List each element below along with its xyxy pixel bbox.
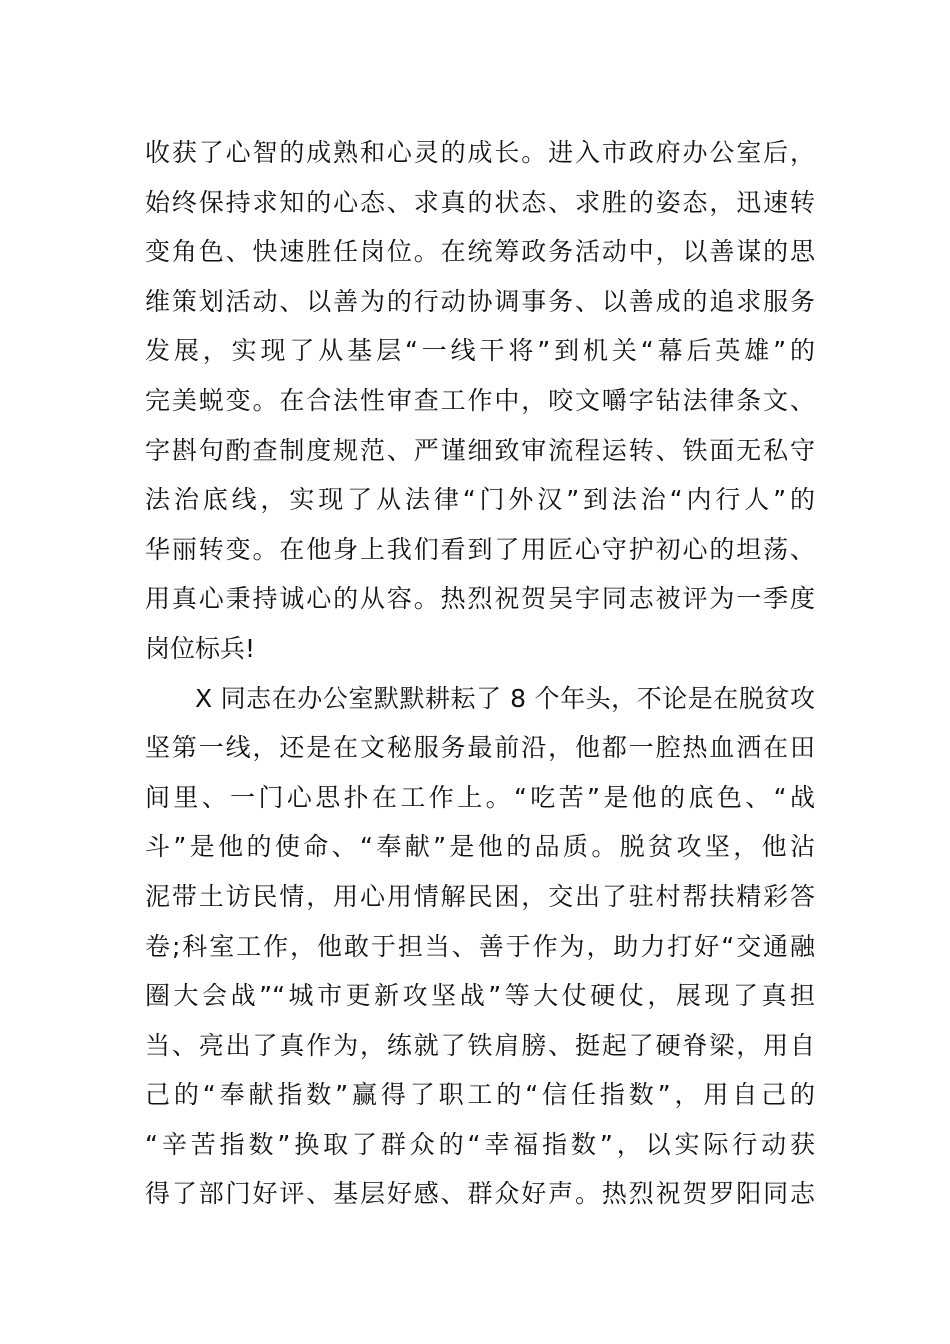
text-line: 圈大会战”“城市更新攻坚战”等大仗硬仗，展现了真担 <box>145 981 815 1011</box>
text-line: 华丽转变。在他身上我们看到了用匠心守护初心的坦荡、 <box>145 534 815 564</box>
text-line: 字斟句酌查制度规范、严谨细致审流程运转、铁面无私守 <box>145 435 815 465</box>
text-line: X 同志在办公室默默耕耘了 8 个年头，不论是在脱贫攻 <box>195 683 815 713</box>
paragraph-2 <box>145 674 815 1220</box>
text-line: 维策划活动、以善为的行动协调事务、以善成的追求服务 <box>145 286 815 316</box>
text-line: 始终保持求知的心态、求真的状态、求胜的姿态，迅速转 <box>145 187 815 217</box>
text-line: 斗”是他的使命、“奉献”是他的品质。脱贫攻坚，他沾 <box>145 832 815 862</box>
text-line: 己的“奉献指数”赢得了职工的“信任指数”，用自己的 <box>145 1080 815 1110</box>
text-line: 岗位标兵! <box>145 633 256 663</box>
text-line: “辛苦指数”换取了群众的“幸福指数”，以实际行动获 <box>145 1129 815 1159</box>
text-line: 坚第一线，还是在文秘服务最前沿，他都一腔热血洒在田 <box>145 733 815 763</box>
text-line: 间里、一门心思扑在工作上。“吃苦”是他的底色、“战 <box>145 782 815 812</box>
text-line: 卷;科室工作，他敢于担当、善于作为，助力打好“交通融 <box>145 931 815 961</box>
text-line: 完美蜕变。在合法性审查工作中，咬文嚼字钻法律条文、 <box>145 385 815 415</box>
document-body <box>145 128 815 1219</box>
text-line: 泥带土访民情，用心用情解民困，交出了驻村帮扶精彩答 <box>145 881 815 911</box>
text-line: 收获了心智的成熟和心灵的成长。进入市政府办公室后， <box>145 138 815 167</box>
text-line: 用真心秉持诚心的从容。热烈祝贺吴宇同志被评为一季度 <box>145 584 815 614</box>
text-line: 法治底线，实现了从法律“门外汉”到法治“内行人”的 <box>145 485 815 515</box>
text-line: 当、亮出了真作为，练就了铁肩膀、挺起了硬脊梁，用自 <box>145 1030 815 1060</box>
paragraph-1 <box>145 128 815 674</box>
text-line: 得了部门好评、基层好感、群众好声。热烈祝贺罗阳同志 <box>145 1179 815 1209</box>
text-line: 发展，实现了从基层“一线干将”到机关“幕后英雄”的 <box>145 336 815 366</box>
text-line: 变角色、快速胜任岗位。在统筹政务活动中，以善谋的思 <box>145 237 815 267</box>
